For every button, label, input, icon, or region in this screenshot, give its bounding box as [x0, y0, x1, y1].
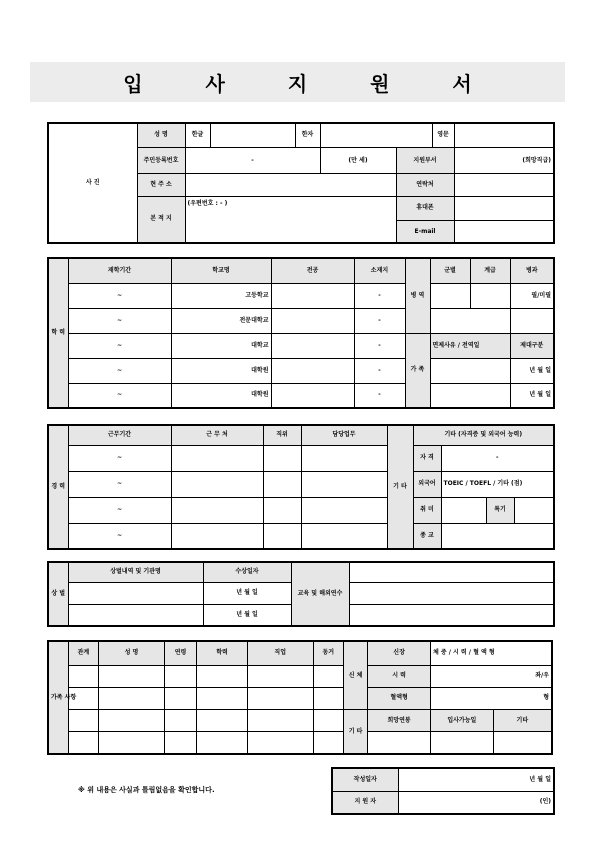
family-cell[interactable]: [164, 710, 196, 732]
family-cell[interactable]: [99, 732, 165, 754]
edu-period-5[interactable]: ~: [68, 383, 171, 408]
family-cell[interactable]: [164, 687, 196, 709]
height-label: 신장: [368, 641, 431, 665]
license-label: 자 격: [413, 445, 441, 471]
name-hanja-label: 한자: [295, 123, 320, 147]
start-date-field[interactable]: [430, 732, 493, 754]
edu-location-2[interactable]: -: [354, 308, 405, 333]
skill-label: 특기: [486, 497, 514, 523]
dept-field[interactable]: (희망직급): [454, 147, 554, 173]
awards-header-date: 수상일자: [203, 562, 291, 582]
training-label: 교육 및 해외연수: [291, 562, 349, 626]
edu-header-location: 소재지: [354, 258, 405, 283]
signature-table: [331, 767, 555, 815]
edu-school-1[interactable]: 고등학교: [171, 283, 271, 308]
edu-school-4[interactable]: 대학원: [171, 358, 271, 383]
awards-date-2[interactable]: 년 월 일: [203, 604, 291, 626]
salary-field[interactable]: [368, 732, 431, 754]
family-date-1[interactable]: 년 월 일: [510, 358, 554, 383]
awards-detail-2[interactable]: [68, 604, 203, 626]
origin-label: 본 적 지: [137, 196, 185, 243]
address-field[interactable]: [185, 174, 396, 196]
title-bar: [30, 62, 565, 102]
etc-side-label: 기 타: [343, 710, 367, 754]
military-status-field[interactable]: 필/미필: [510, 283, 554, 308]
photo-box: 사 진: [48, 123, 137, 243]
family-header-edu: 학력: [197, 641, 248, 665]
career-duty-3[interactable]: [301, 497, 387, 523]
family-header-relation: 관계: [68, 641, 98, 665]
family-info-side-label: 가족 사항: [48, 641, 68, 754]
career-table: [47, 424, 555, 550]
career-header-period: 근무기간: [68, 425, 171, 445]
family-field-2[interactable]: [430, 383, 510, 408]
training-field-2[interactable]: [349, 582, 554, 604]
family-cell[interactable]: [313, 687, 343, 709]
military-rank-field[interactable]: [470, 283, 510, 308]
family-cell[interactable]: [197, 710, 248, 732]
vision-label: 시 력: [368, 665, 431, 687]
family-cell[interactable]: [68, 665, 98, 687]
edu-major-5[interactable]: [271, 383, 354, 408]
training-field-1[interactable]: [349, 562, 554, 582]
family-cell[interactable]: [99, 687, 165, 709]
mobile-field[interactable]: [454, 196, 554, 220]
military-header-type: 병과: [510, 258, 554, 283]
education-table: [47, 257, 555, 409]
contact-field[interactable]: [454, 174, 554, 196]
edu-major-4[interactable]: [271, 358, 354, 383]
edu-period-4[interactable]: ~: [68, 358, 171, 383]
blood-label: 혈액형: [368, 687, 431, 709]
other-header: 기타 (자격증 및 외국어 능력): [413, 425, 554, 445]
age-field[interactable]: (만 세): [320, 147, 396, 173]
career-duty-1[interactable]: [301, 445, 387, 471]
career-period-4[interactable]: ~: [68, 523, 171, 549]
awards-detail-1[interactable]: [68, 582, 203, 604]
family-cell[interactable]: [68, 710, 98, 732]
family-cell[interactable]: [313, 665, 343, 687]
career-period-2[interactable]: ~: [68, 471, 171, 497]
military-discharge-field[interactable]: [510, 308, 554, 333]
confirmation-note: ※ 위 내용은 사실과 틀림없음을 확인합니다.: [78, 786, 215, 794]
career-header-company: 근 무 처: [171, 425, 263, 445]
career-company-4[interactable]: [171, 523, 263, 549]
career-header-position: 직위: [263, 425, 301, 445]
license-field[interactable]: -: [441, 445, 554, 471]
edu-header-school: 학교명: [171, 258, 271, 283]
military-header-branch: 군별: [430, 258, 470, 283]
family-table: [47, 640, 553, 755]
awards-side-label: 상 벌: [48, 562, 68, 626]
military-branch-field[interactable]: [430, 283, 470, 308]
family-cell[interactable]: [164, 665, 196, 687]
family-cell[interactable]: [197, 687, 248, 709]
religion-field[interactable]: [441, 523, 554, 549]
postcode-field[interactable]: (우편번호 : - ): [185, 196, 396, 243]
etc-label: 기타: [493, 710, 552, 732]
career-position-2[interactable]: [263, 471, 301, 497]
signature-field[interactable]: (인): [398, 791, 554, 814]
family-cell[interactable]: [247, 710, 313, 732]
name-eng-label: 영문: [432, 123, 454, 147]
career-duty-4[interactable]: [301, 523, 387, 549]
date-field[interactable]: 년 월 일: [398, 768, 554, 791]
family-side-label: 가 족: [405, 333, 430, 408]
career-company-2[interactable]: [171, 471, 263, 497]
career-company-1[interactable]: [171, 445, 263, 471]
hobby-label: 취 미: [413, 497, 441, 523]
family-cell[interactable]: [99, 665, 165, 687]
email-field[interactable]: [454, 221, 554, 243]
name-kor-label: 한글: [185, 123, 210, 147]
blood-field[interactable]: 형: [430, 687, 552, 709]
career-side-label: 경 력: [48, 425, 68, 549]
edu-period-2[interactable]: ~: [68, 308, 171, 333]
edu-location-4[interactable]: -: [354, 358, 405, 383]
military-end-label: 제대구분: [510, 333, 554, 358]
awards-table: [47, 561, 555, 627]
edu-major-2[interactable]: [271, 308, 354, 333]
edu-location-3[interactable]: -: [354, 333, 405, 358]
training-field-3[interactable]: [349, 604, 554, 626]
edu-major-3[interactable]: [271, 333, 354, 358]
family-date-2[interactable]: 년 월 일: [510, 383, 554, 408]
name-kor-field[interactable]: [210, 123, 295, 147]
family-cell[interactable]: [197, 665, 248, 687]
language-label: 외국어: [413, 471, 441, 497]
career-position-4[interactable]: [263, 523, 301, 549]
family-field-1[interactable]: [430, 358, 510, 383]
rrn-label: 주민등록번호: [137, 147, 185, 173]
mobile-label: 휴대폰: [396, 196, 454, 220]
dept-label: 지원부서: [396, 147, 454, 173]
date-label: 작성일자: [332, 768, 398, 791]
name-label: 성 명: [137, 123, 185, 147]
edu-school-5[interactable]: 대학원: [171, 383, 271, 408]
other-side-label: 기 타: [387, 425, 413, 549]
name-hanja-field[interactable]: [320, 123, 432, 147]
career-period-1[interactable]: ~: [68, 445, 171, 471]
family-cell[interactable]: [99, 710, 165, 732]
family-header-live: 동거: [313, 641, 343, 665]
edu-location-1[interactable]: -: [354, 283, 405, 308]
career-period-3[interactable]: ~: [68, 497, 171, 523]
hobby-field[interactable]: [441, 497, 486, 523]
email-label: E-mail: [396, 221, 454, 243]
family-cell[interactable]: [313, 710, 343, 732]
military-header-rank: 계급: [470, 258, 510, 283]
edu-period-3[interactable]: ~: [68, 333, 171, 358]
career-position-1[interactable]: [263, 445, 301, 471]
body-side-label: 신 체: [343, 641, 367, 710]
height-field[interactable]: 체 중 / 시 력 / 혈 액 형: [430, 641, 552, 665]
family-cell[interactable]: [197, 732, 248, 754]
edu-school-3[interactable]: 대학교: [171, 333, 271, 358]
family-cell[interactable]: [247, 732, 313, 754]
family-header-name: 성 명: [99, 641, 165, 665]
address-label: 현 주 소: [137, 174, 185, 196]
military-reason-label: 면제사유 / 전역일: [430, 333, 510, 358]
education-side-label: 학 력: [48, 258, 68, 408]
family-cell[interactable]: [68, 732, 98, 754]
edu-major-1[interactable]: [271, 283, 354, 308]
career-header-duty: 담당업무: [301, 425, 387, 445]
family-header-age: 연령: [164, 641, 196, 665]
awards-date-1[interactable]: 년 월 일: [203, 582, 291, 604]
edu-location-5[interactable]: -: [354, 383, 405, 408]
skill-field[interactable]: [514, 497, 554, 523]
applicant-label: 지 원 자: [332, 791, 398, 814]
military-side-label: 병 역: [405, 258, 430, 333]
career-position-3[interactable]: [263, 497, 301, 523]
name-eng-field[interactable]: [454, 123, 554, 147]
personal-info-table: [47, 122, 555, 244]
family-cell[interactable]: [247, 665, 313, 687]
family-cell[interactable]: [164, 732, 196, 754]
start-date-label: 입사가능일: [430, 710, 493, 732]
etc-field[interactable]: [493, 732, 552, 754]
edu-header-major: 전공: [271, 258, 354, 283]
vision-field[interactable]: 좌/우: [430, 665, 552, 687]
rrn-field[interactable]: -: [185, 147, 320, 173]
family-header-job: 직업: [247, 641, 313, 665]
salary-label: 희망연봉: [368, 710, 431, 732]
family-cell[interactable]: [313, 732, 343, 754]
page-title: 입 사 지 원 서: [123, 71, 500, 96]
edu-school-2[interactable]: 전문대학교: [171, 308, 271, 333]
language-field[interactable]: TOEIC / TOEFL / 기타 (점): [441, 471, 554, 497]
career-company-3[interactable]: [171, 497, 263, 523]
religion-label: 종 교: [413, 523, 441, 549]
edu-header-period: 재학기간: [68, 258, 171, 283]
military-reason-field[interactable]: [430, 308, 510, 333]
edu-period-1[interactable]: ~: [68, 283, 171, 308]
family-cell[interactable]: [247, 687, 313, 709]
career-duty-2[interactable]: [301, 471, 387, 497]
contact-label: 연락처: [396, 174, 454, 196]
awards-header-detail: 상벌내역 및 기관명: [68, 562, 203, 582]
